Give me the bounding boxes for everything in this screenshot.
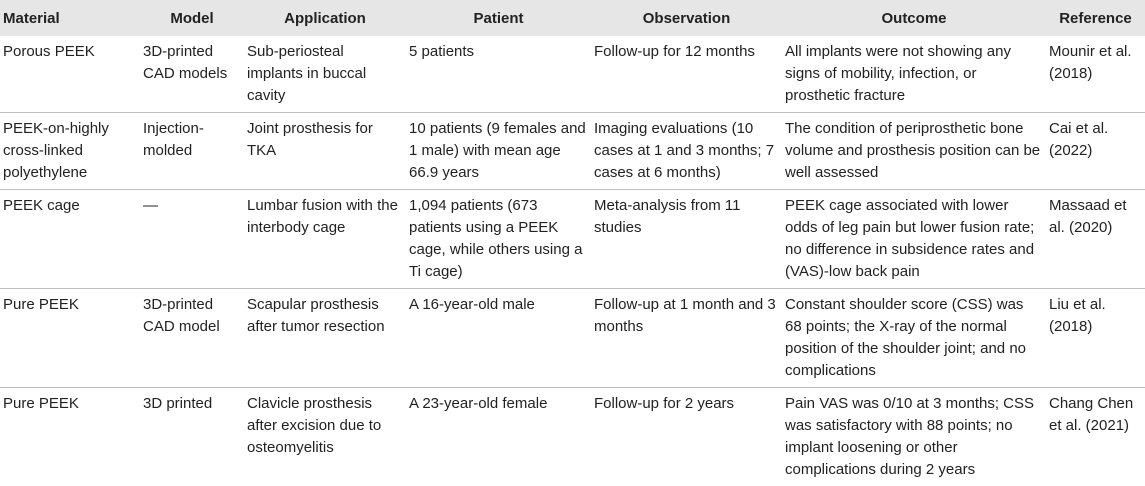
- cell-reference: Cai et al. (2022): [1046, 113, 1145, 190]
- table-row: [0, 388, 1145, 486]
- cell-reference: Massaad et al. (2020): [1046, 190, 1145, 289]
- cell-model: 3D-printed CAD model: [140, 289, 244, 388]
- header-patient: Patient: [406, 0, 591, 36]
- cell-observation: Meta-analysis from 11 studies: [591, 190, 782, 289]
- cell-material: Pure PEEK: [0, 289, 140, 388]
- header-material: Material: [0, 0, 140, 36]
- cell-observation: Follow-up at 1 month and 3 months: [591, 289, 782, 388]
- header-application: Application: [244, 0, 406, 36]
- header-model: Model: [140, 0, 244, 36]
- cell-outcome: Pain VAS was 0/10 at 3 months; CSS was satisfactory with 88 points; no implant loosening or other complications during 2 years: [782, 388, 1046, 486]
- header-outcome: Outcome: [782, 0, 1046, 36]
- cell-reference: Chang Chen et al. (2021): [1046, 388, 1145, 486]
- cell-observation: Follow-up for 12 months: [591, 36, 782, 113]
- cell-model: Injection-molded: [140, 113, 244, 190]
- cell-application: Scapular prosthesis after tumor resection: [244, 289, 406, 388]
- cell-patient: A 23-year-old female: [406, 388, 591, 486]
- cell-application: Sub-periosteal implants in buccal cavity: [244, 36, 406, 113]
- cell-outcome: Constant shoulder score (CSS) was 68 points; the X-ray of the normal position of the shoulder joint; and no complications: [782, 289, 1046, 388]
- table-row: [0, 289, 1145, 388]
- cell-reference: Liu et al. (2018): [1046, 289, 1145, 388]
- table-row: [0, 113, 1145, 190]
- cell-patient: A 16-year-old male: [406, 289, 591, 388]
- cell-reference: Mounir et al. (2018): [1046, 36, 1145, 113]
- cell-material: PEEK cage: [0, 190, 140, 289]
- cell-model: 3D printed: [140, 388, 244, 486]
- cell-material: Porous PEEK: [0, 36, 140, 113]
- cell-material: PEEK-on-highly cross-linked polyethylene: [0, 113, 140, 190]
- cell-patient: 5 patients: [406, 36, 591, 113]
- cell-patient: 1,094 patients (673 patients using a PEEK cage, while others using a Ti cage): [406, 190, 591, 289]
- table-header-row: [0, 0, 1145, 36]
- cell-application: Joint prosthesis for TKA: [244, 113, 406, 190]
- cell-material: Pure PEEK: [0, 388, 140, 486]
- header-observation: Observation: [591, 0, 782, 36]
- cell-outcome: PEEK cage associated with lower odds of leg pain but lower fusion rate; no difference in subsidence rates and (VAS)-low back pain: [782, 190, 1046, 289]
- cell-application: Clavicle prosthesis after excision due to osteomyelitis: [244, 388, 406, 486]
- table-row: [0, 190, 1145, 289]
- cell-outcome: All implants were not showing any signs of mobility, infection, or prosthetic fracture: [782, 36, 1046, 113]
- cell-application: Lumbar fusion with the interbody cage: [244, 190, 406, 289]
- cell-observation: Imaging evaluations (10 cases at 1 and 3 months; 7 cases at 6 months): [591, 113, 782, 190]
- cell-model: —: [140, 190, 244, 289]
- cell-model: 3D-printed CAD models: [140, 36, 244, 113]
- cell-observation: Follow-up for 2 years: [591, 388, 782, 486]
- table-row: [0, 36, 1145, 113]
- header-reference: Reference: [1046, 0, 1145, 36]
- cell-patient: 10 patients (9 females and 1 male) with mean age 66.9 years: [406, 113, 591, 190]
- cell-outcome: The condition of periprosthetic bone volume and prosthesis position can be well assessed: [782, 113, 1046, 190]
